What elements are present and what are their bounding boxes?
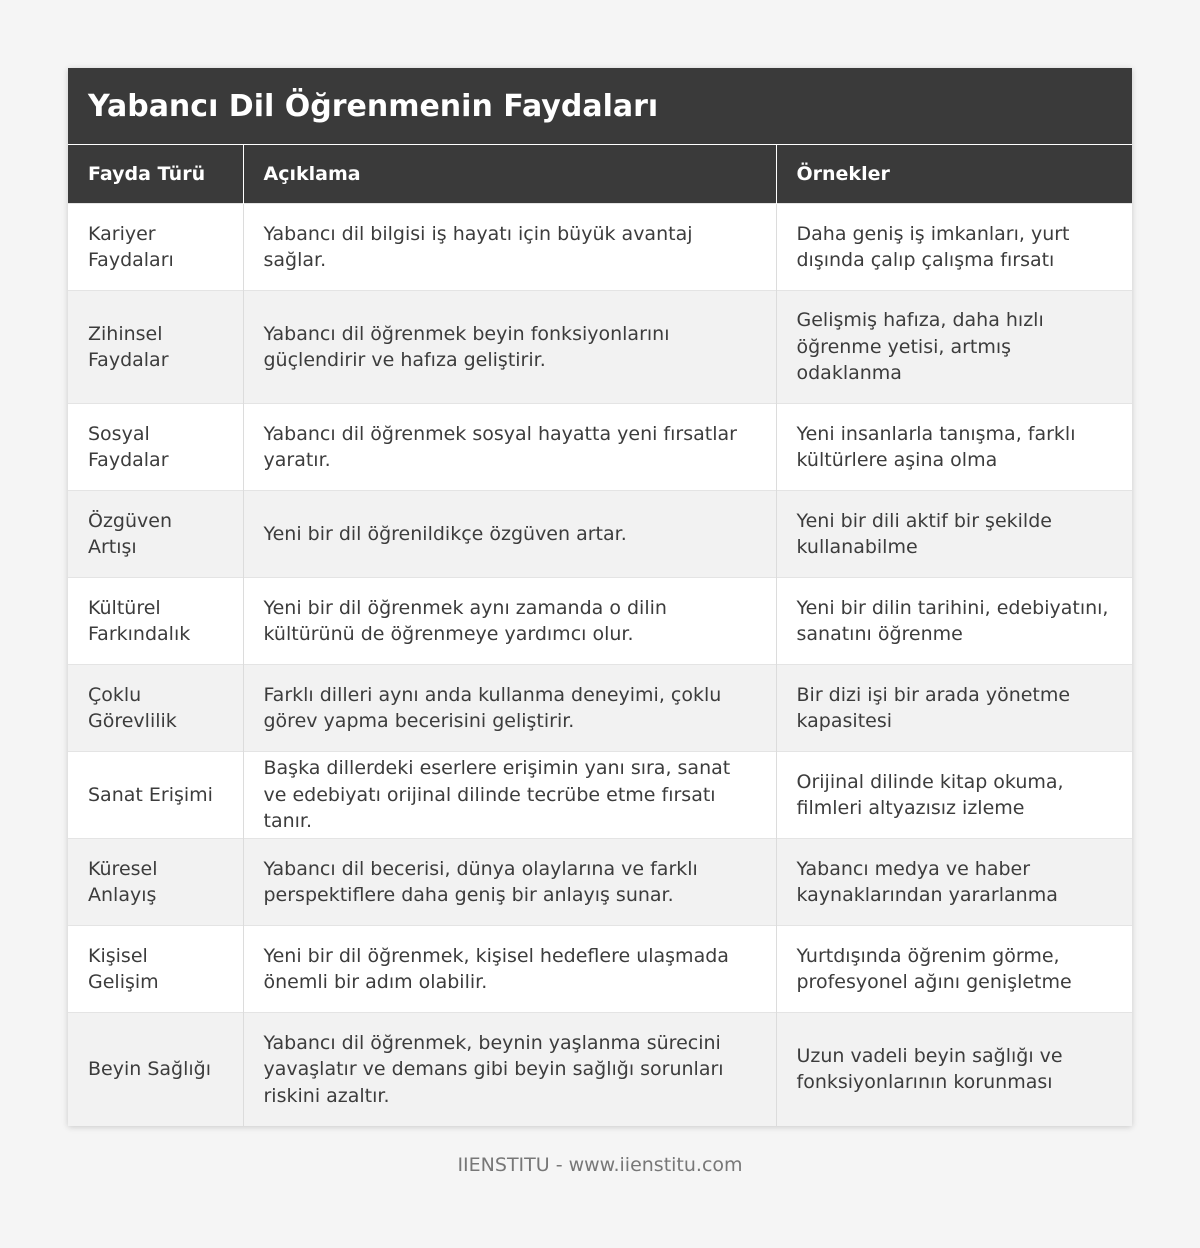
table-row (68, 926, 1132, 1013)
footer-credit: IIENSTITU - www.iienstitu.com (457, 1154, 743, 1176)
cell-description: Yabancı dil öğrenmek, beynin yaşlanma sürecini yavaşlatır ve demans gibi beyin sağlığı sorunları riskini azaltır. (243, 1013, 776, 1126)
cell-benefit-type: Sanat Erişimi (68, 752, 243, 839)
cell-description: Yeni bir dil öğrenmek, kişisel hedeflere ulaşmada önemli bir adım olabilir. (243, 926, 776, 1013)
cell-examples: Yurtdışında öğrenim görme, profesyonel ağını genişletme (776, 926, 1132, 1013)
cell-benefit-type: Sosyal Faydalar (68, 404, 243, 491)
cell-benefit-type: Beyin Sağlığı (68, 1013, 243, 1126)
cell-description: Yabancı dil becerisi, dünya olaylarına ve farklı perspektiflere daha geniş bir anlayış sunar. (243, 839, 776, 926)
cell-examples: Yabancı medya ve haber kaynaklarından yararlanma (776, 839, 1132, 926)
cell-examples: Yeni insanlarla tanışma, farklı kültürlere aşina olma (776, 404, 1132, 491)
benefits-table-card (68, 68, 1132, 1126)
cell-description: Yeni bir dil öğrenildikçe özgüven artar. (243, 491, 776, 578)
cell-description: Farklı dilleri aynı anda kullanma deneyimi, çoklu görev yapma becerisini geliştirir. (243, 665, 776, 752)
cell-description: Yabancı dil bilgisi iş hayatı için büyük avantaj sağlar. (243, 204, 776, 291)
cell-description: Başka dillerdeki eserlere erişimin yanı sıra, sanat ve edebiyatı orijinal dilinde tecrübe etme fırsatı tanır. (243, 752, 776, 839)
cell-benefit-type: Kariyer Faydaları (68, 204, 243, 291)
cell-description: Yeni bir dil öğrenmek aynı zamanda o dilin kültürünü de öğrenmeye yardımcı olur. (243, 578, 776, 665)
table-row (68, 204, 1132, 291)
header-row (68, 145, 1132, 204)
cell-examples: Yeni bir dili aktif bir şekilde kullanabilme (776, 491, 1132, 578)
table-title: Yabancı Dil Öğrenmenin Faydaları (68, 68, 1132, 144)
cell-examples: Gelişmiş hafıza, daha hızlı öğrenme yetisi, artmış odaklanma (776, 291, 1132, 404)
cell-examples: Uzun vadeli beyin sağlığı ve fonksiyonlarının korunması (776, 1013, 1132, 1126)
table-row (68, 752, 1132, 839)
header-description: Açıklama (243, 145, 776, 204)
table-row (68, 491, 1132, 578)
table-header (68, 145, 1132, 204)
cell-examples: Daha geniş iş imkanları, yurt dışında çalıp çalışma fırsatı (776, 204, 1132, 291)
benefits-table (68, 144, 1132, 1126)
cell-description: Yabancı dil öğrenmek sosyal hayatta yeni fırsatlar yaratır. (243, 404, 776, 491)
cell-benefit-type: Çoklu Görevlilik (68, 665, 243, 752)
table-row (68, 839, 1132, 926)
header-examples: Örnekler (776, 145, 1132, 204)
cell-description: Yabancı dil öğrenmek beyin fonksiyonlarını güçlendirir ve hafıza geliştirir. (243, 291, 776, 404)
table-row (68, 291, 1132, 404)
cell-benefit-type: Kişisel Gelişim (68, 926, 243, 1013)
table-row (68, 404, 1132, 491)
cell-examples: Orijinal dilinde kitap okuma, filmleri altyazısız izleme (776, 752, 1132, 839)
table-row (68, 578, 1132, 665)
cell-examples: Yeni bir dilin tarihini, edebiyatını, sanatını öğrenme (776, 578, 1132, 665)
cell-benefit-type: Kültürel Farkındalık (68, 578, 243, 665)
cell-examples: Bir dizi işi bir arada yönetme kapasitesi (776, 665, 1132, 752)
table-body (68, 204, 1132, 1126)
table-row (68, 665, 1132, 752)
cell-benefit-type: Özgüven Artışı (68, 491, 243, 578)
cell-benefit-type: Küresel Anlayış (68, 839, 243, 926)
header-benefit-type: Fayda Türü (68, 145, 243, 204)
table-row (68, 1013, 1132, 1126)
cell-benefit-type: Zihinsel Faydalar (68, 291, 243, 404)
